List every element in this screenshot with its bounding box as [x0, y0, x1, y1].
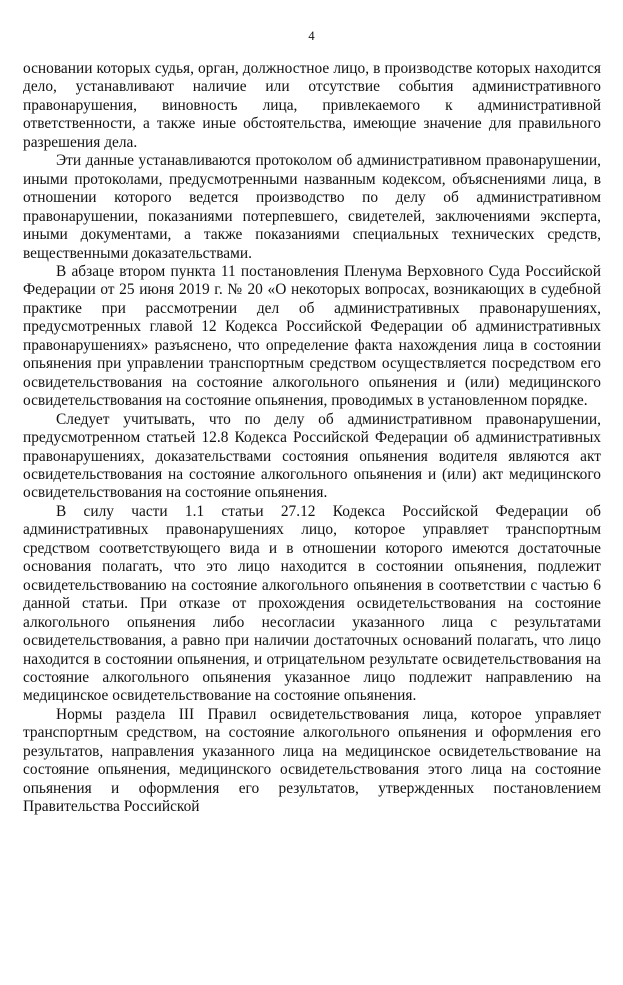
paragraph-continuation: основании которых судья, орган, должностное лицо, в производстве которых находится дело, устанавливают наличие или отсутствие события административного правонарушения, виновность лица, привлекаемого к административной ответственности, а также иные обстоятельства, имеющие значение для правильного разрешения дела.	[23, 60, 601, 151]
page-number: 4	[308, 29, 315, 43]
paragraph-evidence-of-intoxication: Следует учитывать, что по делу об административном правонарушении, предусмотренном статьей 12.8 Кодекса Российской Федерации об административных правонарушениях, доказательствами состояния опьянения водителя являются акт освидетельствования на состояние алкогольного опьянения и (или) акт медицинского освидетельствования на состояние опьянения.	[23, 410, 601, 502]
document-body	[23, 60, 601, 817]
paragraph-article-27-12: В силу части 1.1 статьи 27.12 Кодекса Российской Федерации об административных правонарушениях лицо, которое управляет транспортным средством соответствующего вида и в отношении которого имеются достаточные основания полагать, что это лицо находится в состоянии опьянения, подлежит освидетельствованию на состояние алкогольного опьянения в соответствии с частью 6 данной статьи. При отказе от прохождения освидетельствования на состояние алкогольного опьянения либо несогласии указанного лица с результатами освидетельствования, а равно при наличии достаточных оснований полагать, что лицо находится в состоянии опьянения, и отрицательном результате освидетельствования на состояние алкогольного опьянения указанное лицо подлежит направлению на медицинское освидетельствование на состояние опьянения.	[23, 502, 601, 705]
paragraph-plenum-clarification: В абзаце втором пункта 11 постановления Пленума Верховного Суда Российской Федерации от 25 июня 2019 г. № 20 «О некоторых вопросах, возникающих в судебной практике при рассмотрении дел об административных правонарушениях, предусмотренных главой 12 Кодекса Российской Федерации об административных правонарушениях» разъяснено, что определение факта нахождения лица в состоянии опьянения при управлении транспортным средством осуществляется посредством его освидетельствования на состояние алкогольного опьянения и (или) медицинского освидетельствования на состояние опьянения, проводимых в установленном порядке.	[23, 262, 601, 410]
paragraph-rules-section-3: Нормы раздела III Правил освидетельствования лица, которое управляет транспортным средством, на состояние алкогольного опьянения и оформления его результатов, направления указанного лица на медицинское освидетельствование на состояние опьянения, медицинского освидетельствования этого лица на состояние опьянения и оформления его результатов, утвержденных постановлением Правительства Российской	[23, 705, 601, 816]
paragraph-evidence-sources: Эти данные устанавливаются протоколом об административном правонарушении, иными протоколами, предусмотренными названным кодексом, объяснениями лица, в отношении которого ведется производство по делу об административном правонарушении, показаниями потерпевшего, свидетелей, заключениями эксперта, иными документами, а также показаниями специальных технических средств, вещественными доказательствами.	[23, 152, 601, 262]
